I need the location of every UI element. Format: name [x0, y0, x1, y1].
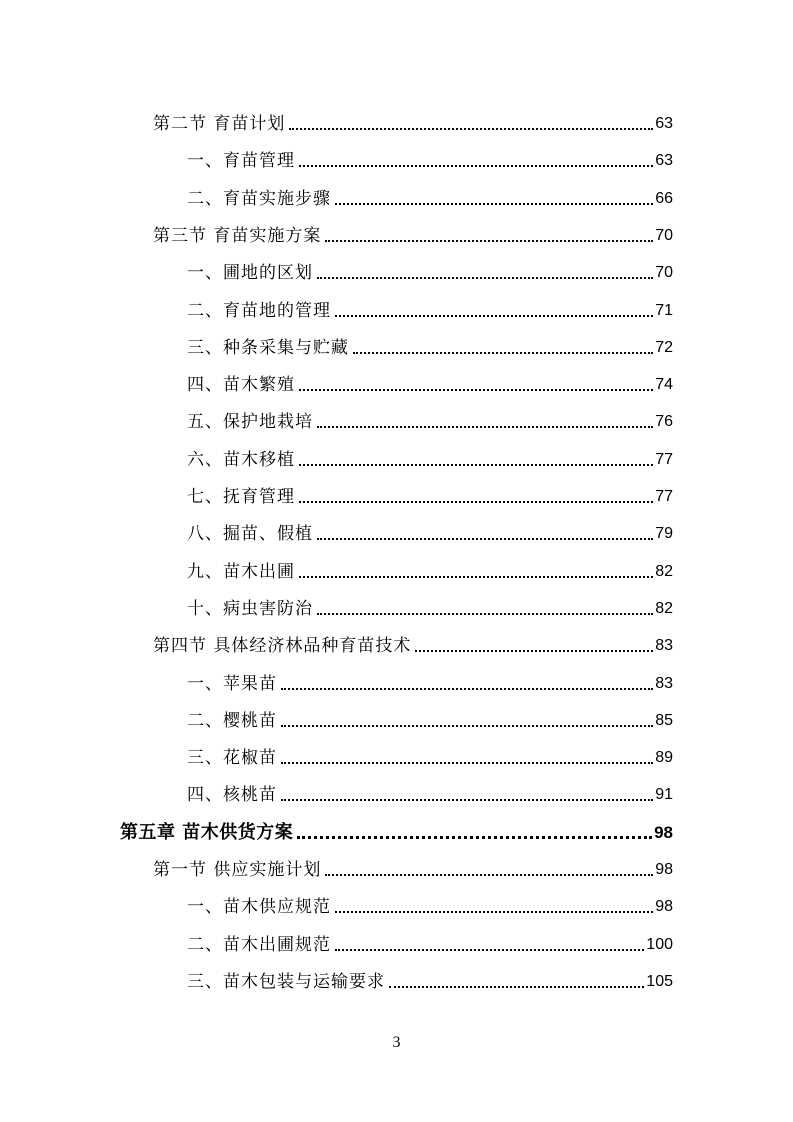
toc-entry-title: 一、苹果苗 [187, 674, 277, 694]
toc-entry-page: 82 [655, 600, 673, 617]
toc-entry-item[interactable] [187, 928, 673, 956]
toc-entry-title: 三、花椒苗 [187, 748, 277, 768]
toc-entry-page: 100 [646, 936, 673, 953]
toc-entry-title: 第五章 苗木供货方案 [120, 822, 294, 843]
toc-dot-leader [335, 315, 653, 317]
toc-entry-title: 第四节 具体经济林品种育苗技术 [153, 636, 412, 656]
toc-entry-page: 66 [655, 190, 673, 207]
toc-entry-item[interactable] [187, 405, 673, 433]
toc-entry-title: 第一节 供应实施计划 [153, 860, 322, 880]
toc-entry-item[interactable] [187, 741, 673, 769]
toc-entry-page: 77 [655, 451, 673, 468]
toc-entry-section[interactable] [153, 629, 673, 657]
toc-entry-item[interactable] [187, 517, 673, 545]
toc-entry-item[interactable] [187, 294, 673, 322]
page-number: 3 [392, 1034, 401, 1051]
toc-entry-title: 三、苗木包装与运输要求 [187, 972, 385, 992]
toc-dot-leader [299, 501, 653, 503]
toc-dot-leader [289, 128, 653, 130]
toc-entry-item[interactable] [187, 331, 673, 359]
toc-dot-leader [325, 874, 653, 876]
toc-entry-item[interactable] [187, 144, 673, 172]
toc-dot-leader [325, 240, 653, 242]
toc-entry-title: 二、育苗地的管理 [187, 301, 331, 321]
toc-dot-leader [335, 949, 644, 951]
toc-entry-section[interactable] [153, 853, 673, 881]
toc-entry-item[interactable] [187, 480, 673, 508]
toc-entry-item[interactable] [187, 965, 673, 993]
toc-dot-leader [281, 688, 653, 690]
toc-entry-page: 98 [655, 898, 673, 915]
toc-entry-page: 98 [655, 861, 673, 878]
toc-entry-item[interactable] [187, 667, 673, 695]
toc-dot-leader [317, 613, 653, 615]
toc-entry-page: 98 [654, 823, 673, 842]
toc-entry-page: 72 [655, 339, 673, 356]
toc-entry-item[interactable] [187, 890, 673, 918]
toc-entry-page: 71 [655, 302, 673, 319]
toc-entry-page: 70 [655, 264, 673, 281]
toc-entry-title: 十、病虫害防治 [187, 599, 313, 619]
toc-entry-section[interactable] [153, 107, 673, 135]
toc-dot-leader [415, 650, 653, 652]
toc-entry-page: 83 [655, 637, 673, 654]
toc-entry-title: 四、苗木繁殖 [187, 375, 295, 395]
toc-entry-item[interactable] [187, 778, 673, 806]
toc-dot-leader [297, 836, 652, 839]
toc-entry-title: 一、圃地的区划 [187, 263, 313, 283]
toc-dot-leader [281, 762, 653, 764]
toc-entry-page: 76 [655, 413, 673, 430]
toc-entry-page: 89 [655, 749, 673, 766]
toc-entry-item[interactable] [187, 182, 673, 210]
toc-dot-leader [299, 464, 653, 466]
toc-entry-section[interactable] [153, 219, 673, 247]
toc-entry-page: 63 [655, 152, 673, 169]
toc-entry-page: 105 [646, 973, 673, 990]
toc-dot-leader [353, 352, 653, 354]
toc-entry-title: 七、抚育管理 [187, 487, 295, 507]
toc-dot-leader [317, 277, 653, 279]
toc-dot-leader [281, 725, 653, 727]
toc-entry-page: 74 [655, 376, 673, 393]
toc-dot-leader [317, 426, 653, 428]
toc-entry-title: 二、樱桃苗 [187, 711, 277, 731]
toc-entry-title: 二、育苗实施步骤 [187, 189, 331, 209]
toc-dot-leader [335, 203, 653, 205]
toc-entry-page: 91 [655, 786, 673, 803]
toc-entry-page: 82 [655, 563, 673, 580]
toc-entry-page: 70 [655, 227, 673, 244]
toc-entry-title: 一、苗木供应规范 [187, 897, 331, 917]
toc-entry-item[interactable] [187, 368, 673, 396]
toc-entry-page: 83 [655, 675, 673, 692]
toc-dot-leader [317, 538, 653, 540]
toc-entry-title: 二、苗木出圃规范 [187, 935, 331, 955]
toc-dot-leader [299, 576, 653, 578]
toc-entry-chapter[interactable] [120, 816, 673, 844]
toc-entry-item[interactable] [187, 592, 673, 620]
toc-entry-title: 四、核桃苗 [187, 785, 277, 805]
toc-entry-page: 85 [655, 712, 673, 729]
toc-entry-item[interactable] [187, 443, 673, 471]
toc-entry-title: 第二节 育苗计划 [153, 114, 286, 134]
toc-entry-item[interactable] [187, 555, 673, 583]
toc-dot-leader [281, 799, 653, 801]
toc-entry-title: 一、育苗管理 [187, 151, 295, 171]
toc-entry-page: 79 [655, 525, 673, 542]
toc-entry-title: 六、苗木移植 [187, 450, 295, 470]
toc-dot-leader [299, 389, 653, 391]
toc-entry-title: 三、种条采集与贮藏 [187, 338, 349, 358]
toc-entry-page: 63 [655, 115, 673, 132]
toc-entry-item[interactable] [187, 704, 673, 732]
toc-entry-title: 九、苗木出圃 [187, 562, 295, 582]
toc-dot-leader [389, 986, 644, 988]
toc-dot-leader [299, 165, 653, 167]
toc-entry-item[interactable] [187, 256, 673, 284]
toc-entry-title: 八、掘苗、假植 [187, 524, 313, 544]
toc-entry-title: 五、保护地栽培 [187, 412, 313, 432]
toc-dot-leader [335, 911, 653, 913]
toc-entry-page: 77 [655, 488, 673, 505]
toc-entry-title: 第三节 育苗实施方案 [153, 226, 322, 246]
